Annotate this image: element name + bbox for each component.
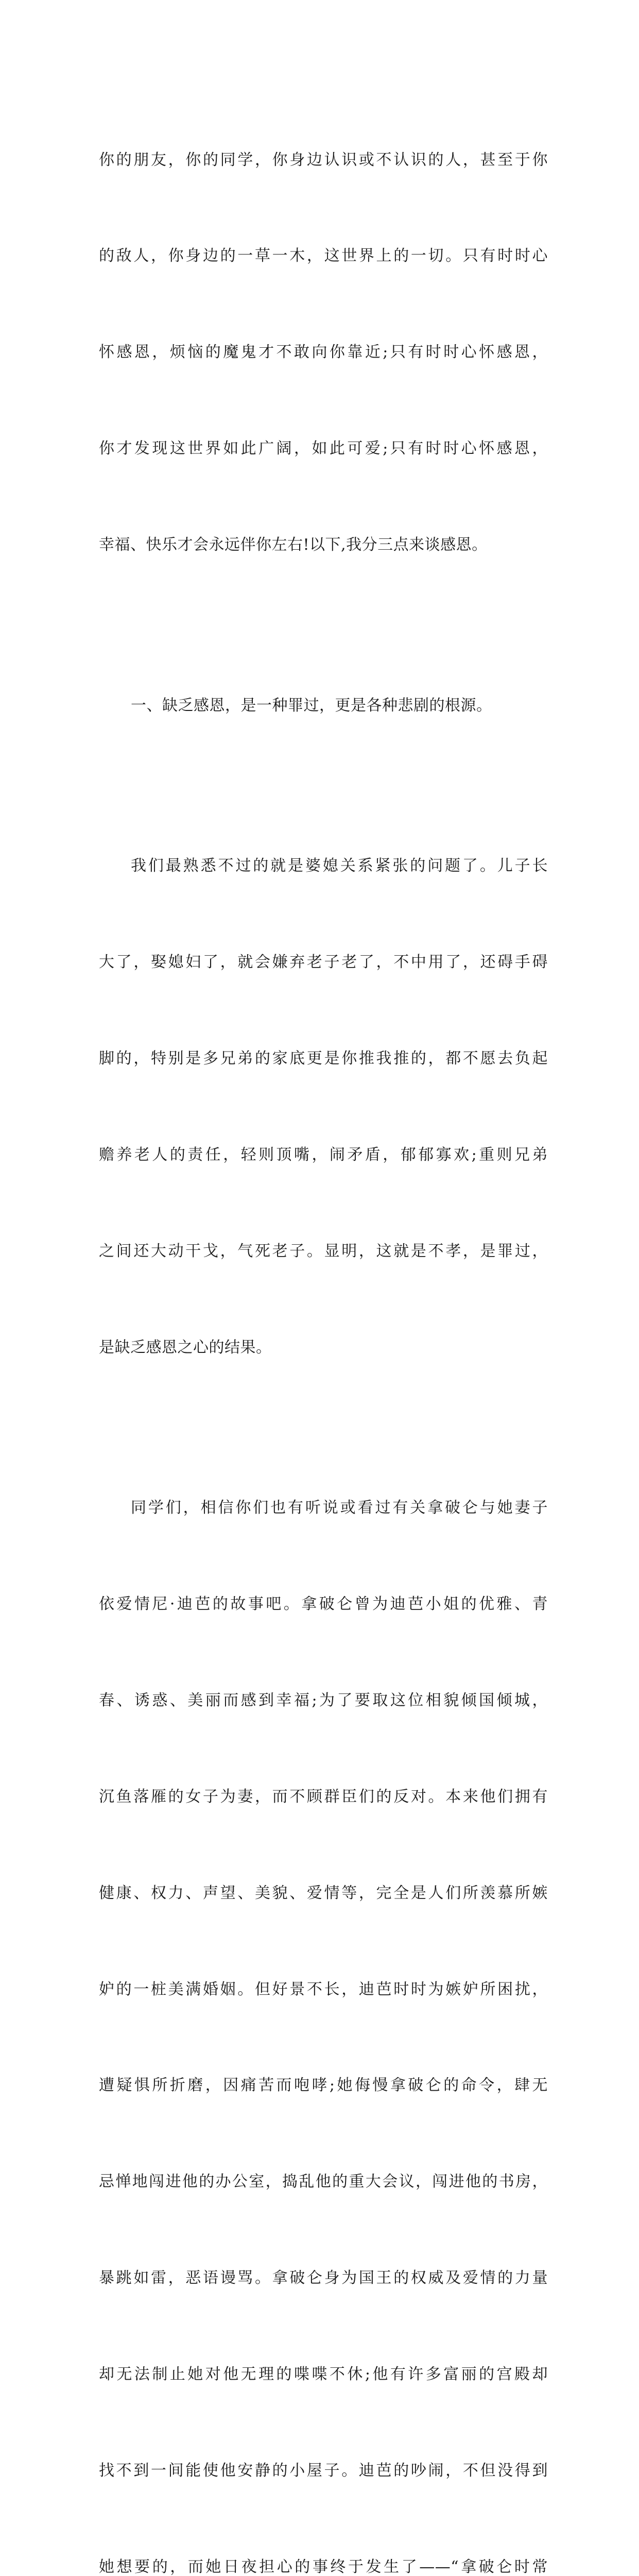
paragraph-napoleon	[99, 1428, 548, 2576]
text-line: 依爱情尼·迪芭的故事吧。拿破仑曾为迪芭小姐的优雅、青	[99, 1595, 548, 1613]
text-line: 我们最熟悉不过的就是婆媳关系紧张的问题了。儿子长	[131, 857, 548, 875]
text-line: 健康、权力、声望、美貌、爱情等，完全是人们所羡慕所嫉	[99, 1884, 548, 1902]
text-line: 春、诱惑、美丽而感到幸福;为了要取这位相貌倾国倾城，	[99, 1691, 548, 1709]
text-line: 怀感恩，烦恼的魔鬼才不敢向你靠近;只有时时心怀感恩，	[99, 343, 548, 362]
text-line: 你的朋友，你的同学，你身边认识或不认识的人，甚至于你	[99, 150, 548, 169]
text-line: 暴跳如雷，恶语谩骂。拿破仑身为国王的权威及爱情的力量	[99, 2269, 548, 2287]
text-line: 她想要的，而她日夜担心的事终于发生了——“拿破仑时常	[99, 2557, 548, 2576]
text-line: 幸福、快乐才会永远伴你左右!以下,我分三点来谈感恩。	[99, 536, 488, 554]
text-line: 赡养老人的责任，轻则顶嘴，闹矛盾，郁郁寡欢;重则兄弟	[99, 1145, 548, 1164]
text-line: 脚的，特别是多兄弟的家底更是你推我推的，都不愿去负起	[99, 1049, 548, 1067]
document-body	[99, 80, 548, 2576]
text-line: 却无法制止她对他无理的喋喋不休;他有许多富丽的宫殿却	[99, 2365, 548, 2384]
paragraph-intro	[99, 80, 548, 625]
text-line: 之间还大动干戈，气死老子。显明，这就是不孝，是罪过，	[99, 1242, 548, 1260]
text-line: 大了，娶媳妇了，就会嫌弃老子老了，不中用了，还碍手碍	[99, 953, 548, 972]
text-line: 遭疑惧所折磨，因痛苦而咆哮;她侮慢拿破仑的命令，肆无	[99, 2076, 548, 2095]
text-line: 你才发现这世界如此广阔，如此可爱;只有时时心怀感恩，	[99, 439, 548, 458]
text-line: 的敌人，你身边的一草一木，这世界上的一切。只有时时心	[99, 247, 548, 265]
text-line: 妒的一桩美满婚姻。但好景不长，迪芭时时为嫉妒所困扰，	[99, 1980, 548, 1998]
text-line: 忌惮地闯进他的办公室，捣乱他的重大会议，闯进他的书房，	[99, 2173, 548, 2191]
section-heading-one	[99, 625, 548, 786]
text-line: 是缺乏感恩之心的结果。	[99, 1338, 272, 1357]
paragraph-mother-in-law	[99, 786, 548, 1428]
text-line: 找不到一间能使他安静的小屋子。迪芭的吵闹，不但没得到	[99, 2461, 548, 2480]
text-line: 同学们，相信你们也有听说或看过有关拿破仑与她妻子	[131, 1499, 548, 1517]
text-line: 沉鱼落雁的女子为妻，而不顾群臣们的反对。本来他们拥有	[99, 1787, 548, 1806]
heading-line: 一、缺乏感恩，是一种罪过，更是各种悲剧的根源。	[131, 696, 492, 715]
